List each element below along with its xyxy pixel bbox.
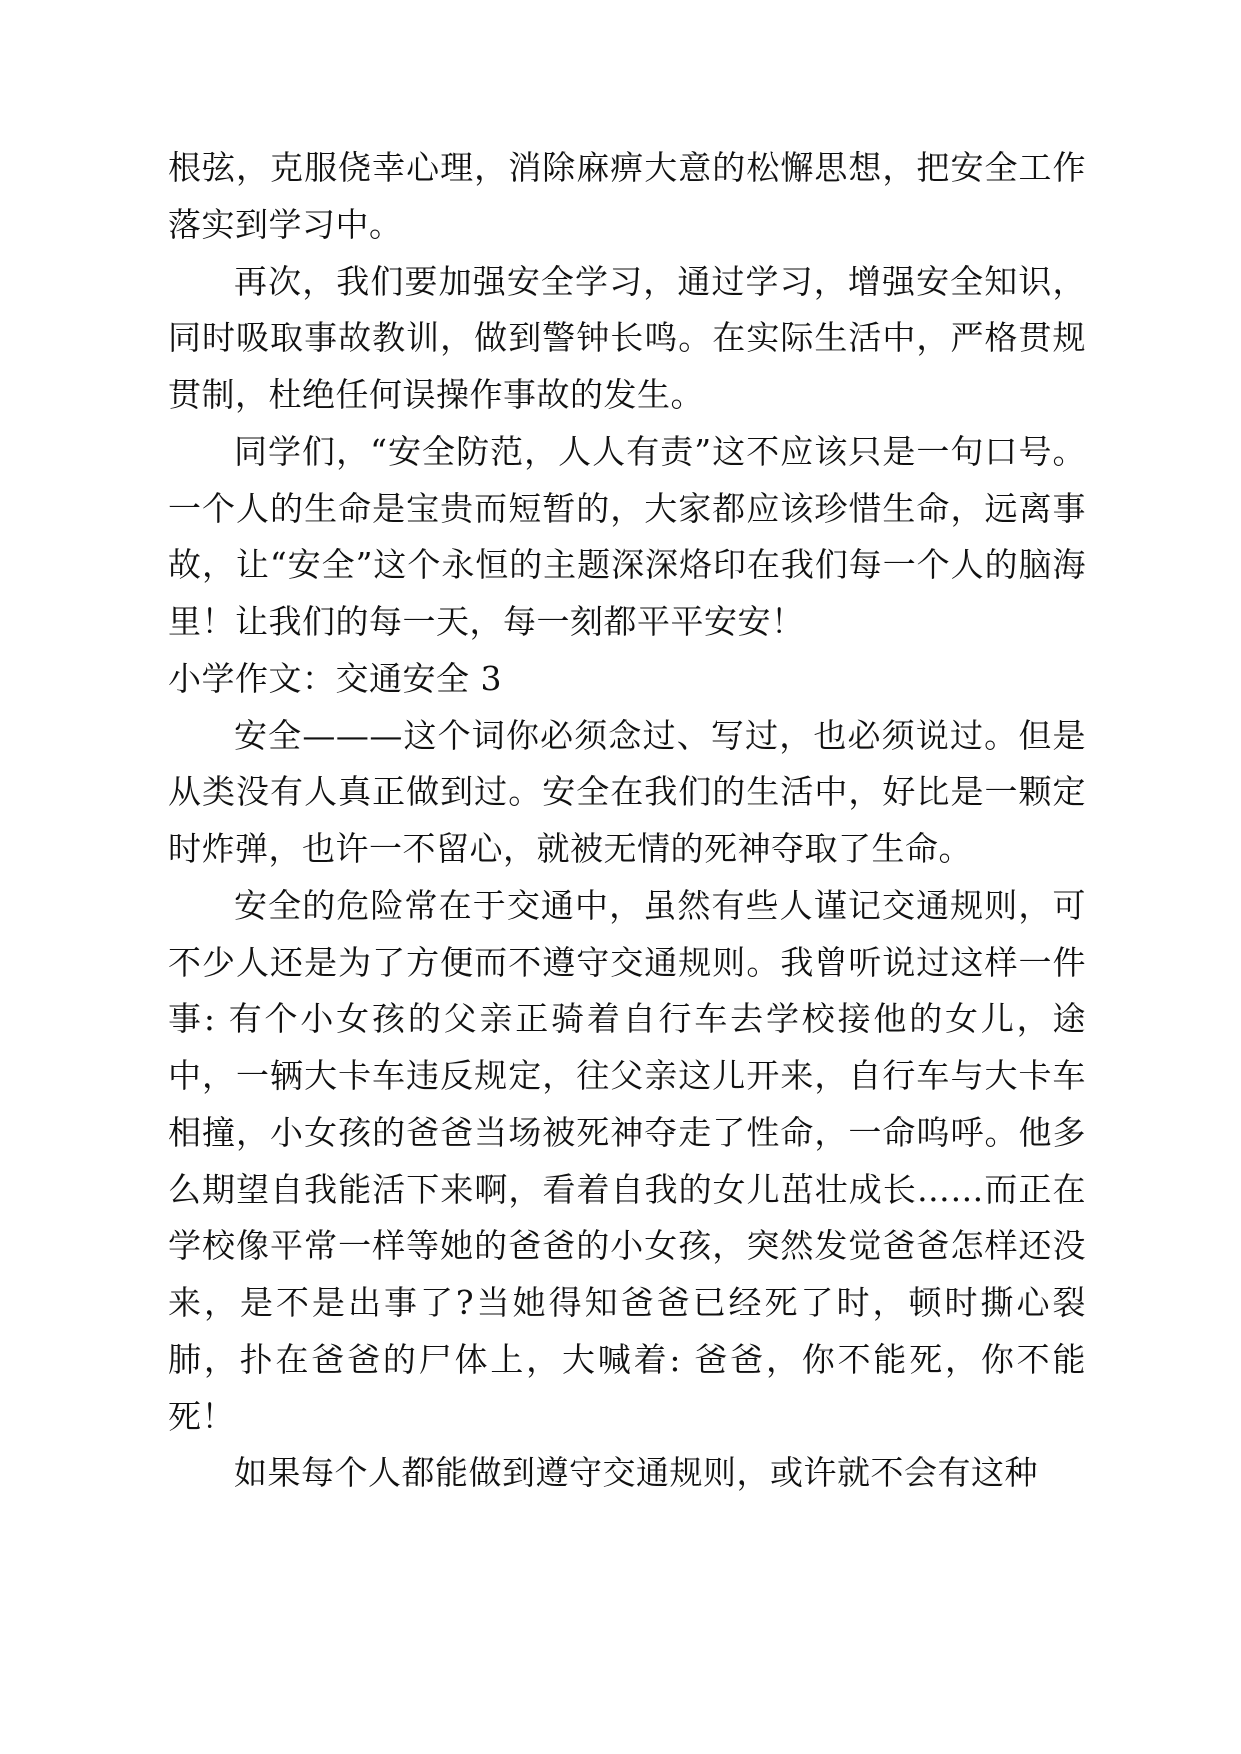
section-heading: 小学作文：交通安全 3 xyxy=(168,658,502,698)
paragraph: 如果每个人都能做到遵守交通规则，或许就不会有这种 xyxy=(234,1453,1038,1493)
paragraph: 根弦，克服侥幸心理，消除麻痹大意的松懈思想，把安全工作落实到学习中。 xyxy=(168,148,1086,244)
paragraph: 再次，我们要加强安全学习，通过学习，增强安全知识，同时吸取事故教训，做到警钟长鸣。在实际生活中，严格贯规贯制，杜绝任何误操作事故的发生。 xyxy=(168,261,1086,414)
paragraph: 安全的危险常在于交通中，虽然有些人谨记交通规则，可不少人还是为了方便而不遵守交通规则。我曾听说过这样一件事: 有个小女孩的父亲正骑着自行车去学校接他的女儿，途中，一辆大卡车违反规定，往父亲这儿开来，自行车与大卡车相撞，小女孩的爸爸当场被死神夺走了性命，一命呜呼。他多么期望自我能活下来啊，看着自我的女儿茁壮成长……而正在学校像平常一样等她的爸爸的小女孩，突然发觉爸爸怎样还没来，是不是出事了?当她得知爸爸已经死了时，顿时撕心裂肺，扑在爸爸的尸体上，大喊着: 爸爸，你不能死，你不能死！ xyxy=(168,885,1086,1436)
document-body xyxy=(168,140,1086,1502)
paragraph: 安全———这个词你必须念过、写过，也必须说过。但是从类没有人真正做到过。安全在我们的生活中，好比是一颗定时炸弹，也许一不留心，就被无情的死神夺取了生命。 xyxy=(168,715,1086,868)
paragraph: 同学们，“安全防范，人人有责”这不应该只是一句口号。一个人的生命是宝贵而短暂的，大家都应该珍惜生命，远离事故，让“安全”这个永恒的主题深深烙印在我们每一个人的脑海里！让我们的每一天，每一刻都平平安安！ xyxy=(168,431,1086,641)
